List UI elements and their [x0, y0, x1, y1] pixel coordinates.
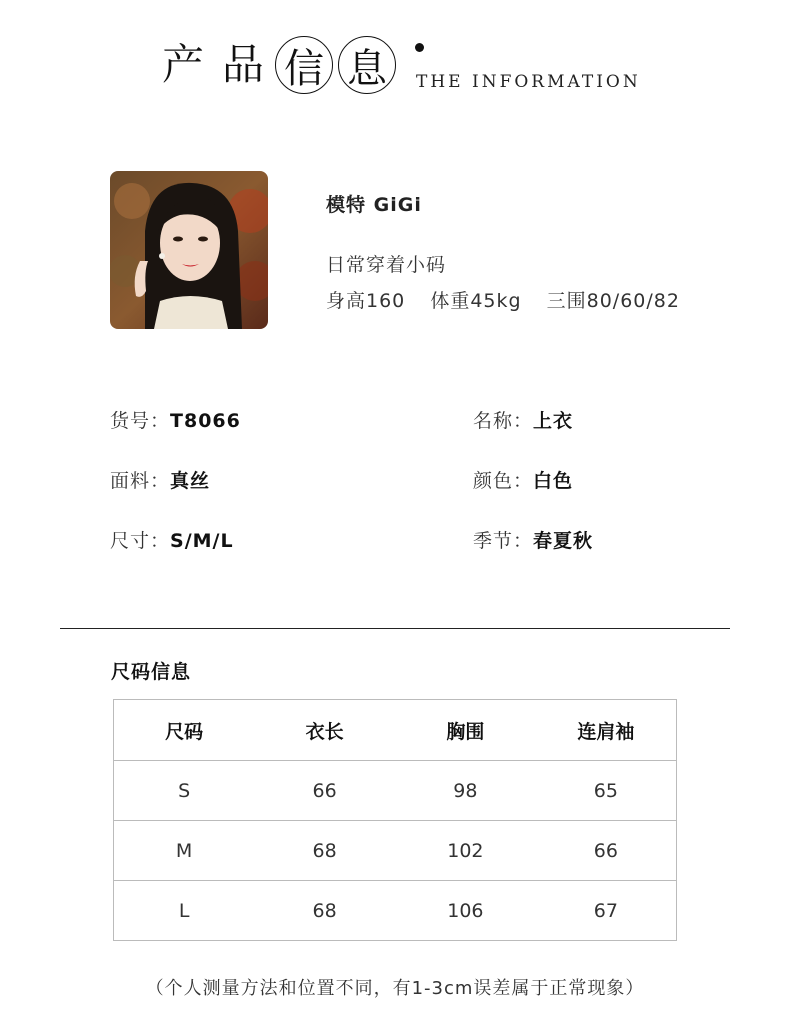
table-row — [114, 761, 677, 821]
header-dot — [415, 43, 424, 52]
spec-label: 尺寸： — [110, 530, 171, 552]
table-header-cell: 衣长 — [254, 700, 395, 761]
model-name: 模特 GiGi — [326, 194, 422, 216]
spec-value: 上衣 — [533, 410, 574, 432]
table-cell: 68 — [254, 881, 395, 941]
model-measurements — [326, 286, 698, 313]
spec-label: 货号： — [110, 410, 171, 432]
spec-label: 季节： — [473, 530, 534, 552]
table-cell: 67 — [536, 881, 677, 941]
table-cell: 65 — [536, 761, 677, 821]
measurement-footnote: （个人测量方法和位置不同，有1-3cm误差属于正常现象） — [145, 978, 645, 999]
spec-size — [110, 526, 234, 553]
header-circle-char: 信 — [275, 36, 333, 94]
table-cell: 106 — [395, 881, 536, 941]
model-weight: 体重45kg — [430, 290, 522, 312]
spec-fabric — [110, 466, 210, 493]
table-cell: 102 — [395, 821, 536, 881]
table-cell: 68 — [254, 821, 395, 881]
table-header-cell: 胸围 — [395, 700, 536, 761]
table-row — [114, 881, 677, 941]
header-char: 产 — [162, 40, 205, 89]
table-cell: S — [114, 761, 255, 821]
header-char: 品 — [222, 40, 265, 89]
table-cell: 66 — [254, 761, 395, 821]
model-height: 身高160 — [326, 290, 406, 312]
spec-name — [473, 406, 573, 433]
page-header — [0, 0, 790, 120]
model-bust-waist-hip: 三围80/60/82 — [546, 290, 680, 312]
spec-value: S/M/L — [170, 530, 234, 552]
header-subtitle: THE INFORMATION — [416, 72, 641, 92]
spec-label: 名称： — [473, 410, 534, 432]
size-table — [113, 699, 677, 941]
spec-value: T8066 — [170, 410, 241, 432]
spec-label: 颜色： — [473, 470, 534, 492]
table-header-cell: 连肩袖 — [536, 700, 677, 761]
size-section-title: 尺码信息 — [111, 661, 192, 683]
model-size-note: 日常穿着小码 — [326, 254, 447, 276]
spec-season — [473, 526, 593, 553]
table-cell: 66 — [536, 821, 677, 881]
model-photo — [110, 171, 268, 329]
section-divider — [60, 628, 730, 629]
table-cell: L — [114, 881, 255, 941]
spec-item-no — [110, 406, 241, 433]
spec-value: 真丝 — [170, 470, 211, 492]
header-circle-char: 息 — [338, 36, 396, 94]
table-header-row — [114, 700, 677, 761]
table-row — [114, 821, 677, 881]
spec-value: 白色 — [533, 470, 574, 492]
table-cell: 98 — [395, 761, 536, 821]
table-cell: M — [114, 821, 255, 881]
spec-label: 面料： — [110, 470, 171, 492]
table-header-cell: 尺码 — [114, 700, 255, 761]
spec-color — [473, 466, 573, 493]
spec-value: 春夏秋 — [533, 530, 594, 552]
